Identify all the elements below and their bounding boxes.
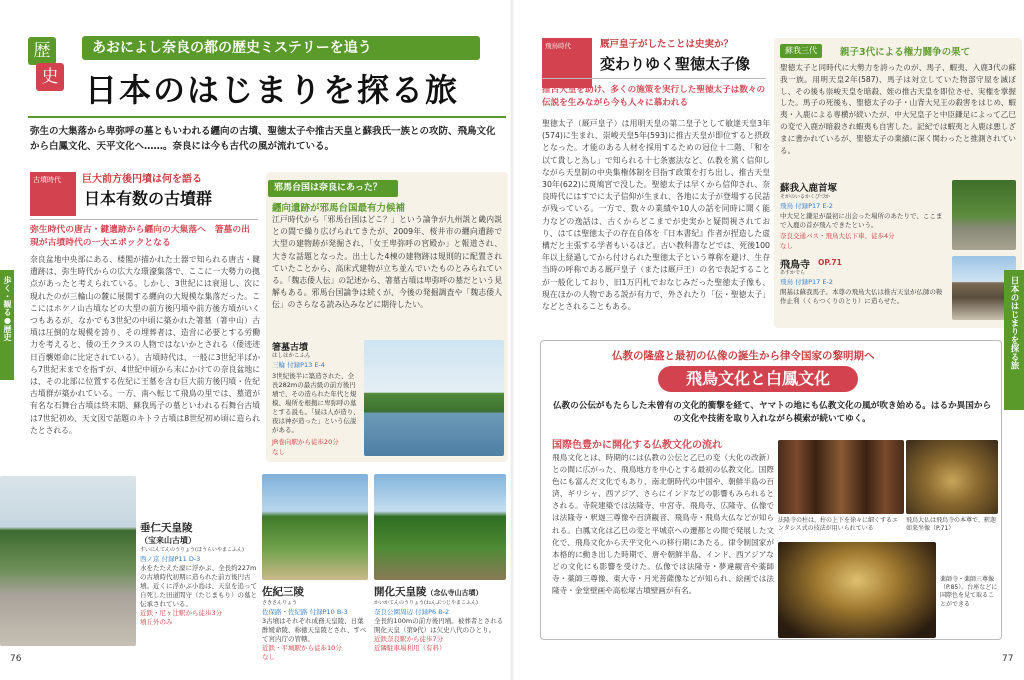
tomb-name: 垂仁天皇陵 — [140, 522, 193, 534]
tomb-desc: 全長約100mの前方後円墳。被葬者とされる開化天皇（第9代）は欠史八代のひとり。 — [374, 617, 504, 634]
right-lead: 推古天皇を助け、多くの施策を実行した聖徳太子は数々の伝説を生みながら今も人々に慕われる — [542, 85, 766, 108]
yakushiji-photo — [778, 542, 936, 638]
asuka-daibutsu-photo — [906, 440, 998, 514]
kubizuka-access: 奈良交通バス・飛鳥大仏下車、徒歩4分 — [780, 232, 895, 240]
tomb-alt: （宝来山古墳） — [140, 536, 196, 545]
kubizuka-photo — [952, 180, 1016, 250]
soga-body: 聖徳太子と同時代に大勢力を誇ったのが、馬子、蝦夷、入鹿3代の蘇我一族。用明天皇2年(587)、馬子は対立していた物部守屋を滅ぼし、その後も崇峻天皇を暗殺、姪の推古天皇を即位させ、実権を掌握した。馬子の死後も、聖徳太子の子・山背大兄王の殺害をはじめ、蝦夷・入鹿による専横が続いたが、中大兄皇子と中臣鎌足によって乙巳の変で入鹿が暗殺され蝦夷も自害した。記紀では蝦夷と入鹿は悪しざまに書かれているが、聖徳太子の業績に深く関わったと推測されている。 — [780, 63, 1016, 155]
column-sub: 纒向遺跡が邪馬台国最有力候補 — [272, 203, 406, 214]
right-side-tab[interactable] — [1004, 270, 1024, 410]
tomb-reading: かいかてんのうりょう(ねんぶつじやまこふん) — [374, 600, 478, 606]
caption-yakushiji: 薬師寺・薬師三尊像（P.85）。台座などに国際色を見て取ることができる — [940, 576, 998, 608]
kubizuka-name: 蘇我入鹿首塚 — [780, 183, 838, 194]
page-title: 日本のはじまりを探る旅 — [85, 71, 460, 109]
caption-daibutsu: 飛鳥大仏は飛鳥寺の本尊で、釈迦如来坐像（P.71） — [906, 517, 996, 533]
hashihaka-fee: なし — [272, 448, 285, 456]
tomb-saki — [262, 584, 370, 662]
right-page — [512, 0, 1024, 680]
soga-tag: 蘇我三代 — [780, 44, 822, 58]
asukadera-desc: 開基は蘇我馬子。本尊の飛鳥大仏は推古天皇が仏師の鞍作止利（くらつくりのとり）に造らせた。 — [780, 288, 943, 305]
tomb-fee: 墳丘外のみ — [140, 618, 173, 626]
tomb-kaika — [374, 584, 506, 653]
tomb-reading: さきさんりょう — [262, 600, 298, 606]
section1-heading: 日本有数の古墳群 — [84, 189, 213, 208]
tomb-name — [374, 584, 506, 599]
tomb-desc: 3古墳はそれぞれ成務天皇陵、日葉酢媛命陵、称徳天皇陵とされ、すべて宮内庁の管轄。 — [262, 617, 367, 643]
history-badge — [28, 37, 64, 95]
tomb-loc: 佐保路・佐紀路 付録P10 B-3 — [262, 608, 348, 616]
badge-top: 歴 — [28, 37, 56, 65]
era-label: 古墳時代 — [30, 172, 76, 216]
hashihaka-desc: 3世紀後半に築造された、全長282mの最古級の前方後円墳で、その造られた年代と規模、場所を根拠に卑弥呼の墓とする説も。「昼は人が造り、夜は神が造った」という伝説がある。 — [272, 372, 360, 434]
section1-kicker: 巨大前方後円墳は何を語る — [82, 174, 202, 185]
soga-title: 親子3代による権力闘争の果て — [840, 47, 971, 58]
right-side-tab-label: 日本のはじまりを探る旅 — [1009, 276, 1019, 370]
culture-kicker: 仏教の隆盛と最初の仏像の誕生から律令国家の黎明期へ — [612, 350, 875, 362]
culture-body: 飛鳥文化とは、時期的には仏教の公伝と乙巳の変（大化の改新）との間に広がった、飛鳥地方を中心とする最初の仏教文化。国際色にも富んだ文化でもあり、南北朝時代の中国や、朝鮮半島の百済、ギリシャ、西アジア、さらにインドなどの影響もみられるとされる。寺院建築では法隆寺、中宮寺、飛鳥寺、広隆寺、仏像では法隆寺・釈迦三尊像や百済観音、飛鳥寺・飛鳥大仏などが知られる。白鳳文化は乙巳の変と平城京への遷都との間で発展した文化で、飛鳥文化から天平文化への移行期にあたる。律令制国家が本格的に動き出した時期で、唐や朝鮮半島、インド、西アジアなどの文化にも影響を受けた。仏像では法隆寺・夢違観音や薬師寺・薬師三尊像、東大寺・月光菩薩像などが知られ、絵画では法隆寺・金堂壁画や高松塚古墳壁画が有名。 — [552, 453, 774, 596]
tomb-access: 近鉄・尼ヶ辻駅から徒歩3分 — [140, 609, 223, 617]
hashihaka-loc-row — [272, 361, 362, 370]
tomb-desc: 水をたたえた濠に浮かぶ、全長約227mの古墳時代初期に造られた前方後円古墳。近くに浮かぶ小島は、天皇を追って自死した田道間守（たじまもり）の墓と伝承されている。 — [140, 564, 257, 608]
title-rule — [28, 116, 506, 118]
section1-rule — [30, 219, 258, 220]
culture-title: 飛鳥文化と白鳳文化 — [685, 369, 830, 388]
kubizuka-reading: そがのいるかくびづか — [780, 194, 831, 200]
header-subtitle: あおによし奈良の都の歴史ミステリーを追う — [92, 40, 372, 56]
kubizuka-loc: 飛鳥 付録P17 E-2 — [780, 202, 833, 210]
horyuji-photo — [778, 440, 904, 514]
culture-lead: 仏教の公伝がもたらした未曾有の文化的衝撃を経て、ヤマトの地にも仏教文化の風が吹き始める。はるか異国からの文化や技術を取り入れながら模索が続いてゆく。 — [552, 401, 992, 424]
tomb-fee: 近隣駐車場利用（有料） — [374, 644, 446, 652]
page-number-left: 76 — [10, 654, 22, 664]
left-side-tab-label: 歩く・観る●歴史 — [3, 276, 12, 341]
asukadera-name: 飛鳥寺 — [780, 260, 810, 271]
tomb-access: 近鉄奈良駅から徒歩7分 — [374, 635, 444, 643]
hashihaka-access: JR巻向駅から徒歩20分 — [272, 438, 339, 446]
tomb-alt: （念仏寺山古墳） — [426, 589, 483, 597]
section1-lead: 弥生時代の唐古・鍵遺跡から纒向の大集落へ 箸墓の出現が古墳時代の一大エポックとなる — [30, 225, 250, 248]
kaika-photo — [374, 474, 506, 580]
tomb-suinin — [140, 520, 258, 627]
culture-title-bar — [658, 366, 858, 392]
asukadera-loc: 飛鳥 付録P17 E-2 — [780, 278, 833, 286]
hashihaka-loc: 三輪 付録P13 E-4 — [272, 361, 325, 369]
kubizuka-fee: なし — [780, 242, 793, 250]
hashihaka-name: 箸墓古墳 — [272, 343, 309, 353]
gutter — [510, 0, 514, 680]
hashihaka-photo — [364, 340, 504, 456]
left-side-tab[interactable] — [0, 270, 14, 380]
badge-bottom: 史 — [36, 63, 64, 91]
right-body: 聖徳太子（厩戸皇子）は用明天皇の第二皇子として敏達天皇3年(574)に生まれ、崇峻天皇5年(593)に推古天皇が即位すると摂政となった。才能のある人材を採用するための冠位十二階、「和を以て貴しと為し」で知られる十七条憲法など、仏教を篤く信仰しながら天皇制の中央集権体制を目指す政策を打ち出し、推古天皇30年(622)に斑鳩宮で没した。聖徳太子は早くから信仰され、奈良時代にはすでに太子信仰が生まれ、各地に太子が登場する民話が残っている。一方で、数々の業績や10人の話を同時に聞く能力などの逸話は、古くからどこまでが史実かと疑問視されており、はては聖徳太子の存在自体を『日本書紀』作者が捏造した虚構だと主張する学者もいるほど。古い教科書などでは、死後100年以上経過してから付けられた聖徳太子という尊称を避け、生存当時の呼称である厩戸皇子（または厩戸王）の名で表記することが一般化しており、旧1万円札でおなじみだった聖徳太子像も、現在ほかの人物である説が有力で、外されたり「伝・聖徳太子」などとされることもある。 — [542, 119, 770, 312]
asukadera-op: OP.71 — [818, 258, 842, 267]
hashihaka-reading: はしはかこふん — [272, 353, 311, 359]
intro-text: 弥生の大集落から卑弥呼の墓ともいわれる纒向の古墳、聖徳太子や推古天皇と蘇我氏一族との攻防、飛鳥文化から白鳳文化、天平文化へ……。奈良には今も古代の風が流れている。 — [30, 126, 496, 152]
right-kicker: 厩戸皇子がしたことは史実か？ — [600, 39, 734, 50]
era-label-right: 飛鳥時代 — [542, 38, 592, 88]
tomb-access: 近鉄・平城駅から徒歩10分 — [262, 644, 342, 652]
column-title-bar — [268, 180, 398, 197]
right-rule — [542, 78, 766, 79]
tomb-reading: すいにんてんのうりょう(ほうらいやまこふん) — [140, 547, 244, 553]
suinin-photo — [0, 476, 136, 646]
right-heading: 変わりゆく聖徳太子像 — [600, 55, 751, 73]
saki-photo — [262, 474, 368, 580]
tomb-fee: なし — [262, 653, 275, 661]
caption-horyuji: 法隆寺の柱は、柱の上下を徐々に細くするエンタシス式の技法が用いられている — [778, 517, 899, 533]
tomb-name-text: 開化天皇陵 — [374, 586, 427, 598]
tomb-loc: 奈良公園周辺 付録P6 B-2 — [374, 608, 450, 616]
asukadera-reading: あすかでら — [780, 270, 806, 276]
kubizuka-desc: 中大兄と鎌足が最初に出会った場所のあたりで、ここまで入鹿の首が飛んできたという。 — [780, 212, 943, 229]
column-title: 邪馬台国は奈良にあった？ — [274, 183, 382, 193]
section1-body: 奈良盆地中央部にある、楼閣が描かれた土器で知られる唐古・鍵遺跡は、弥生時代からの広大な環濠集落で、ここに一大勢力の拠点があったと考えられている。しかし、3世紀には衰退し、次に現れたのが三輪山の麓に展開する纒向の大規模な集落だった。ここにはホケノ山古墳などの大型の前方後円墳や前方後方墳がいくつもあるが、なかでも3世紀の中頃に築かれた箸墓（箸中山）古墳は圧倒的な規模を誇り、その埋葬者は、造営に必要とする労働力を考えると、倭の王クラスの人物ではないかとされる（倭迹迹日百襲姫命に比定されている）。古墳時代は、一般に3世紀半ばから7世紀末までを指すが、4世紀中頃から末にかけての奈良盆地には、その北部に位置する佐紀に王墓を含む巨大前方後円墳・佐紀古墳群が築かれている。一方、南へ転じて飛鳥の里では、墓道が有名な石舞台古墳は終末期、蘇我馬子の墓といわれる石舞台古墳は7世紀初め、天文図で話題のキトラ古墳は8世紀初め頃に造られたとされる。 — [30, 255, 260, 435]
page-number-right: 77 — [1002, 654, 1014, 664]
tomb-loc: 西ノ京 付録P11 D-3 — [140, 555, 201, 563]
tomb-name: 佐紀三陵 — [262, 586, 304, 598]
column-body: 江戸時代から「邪馬台国はどこ？」という論争が九州説と畿内説との間で繰り広げられてきたが、2009年、桜井市の纒向遺跡で大型の建物跡が発掘され、「女王卑弥呼の宮殿か」と報道され、大きな話題となった。出土した4棟の建物跡は規則的に配置されていたことから、高床式建物が立ち並んでいたものとみられている。「魏志倭人伝」の記述から、箸墓古墳は卑弥呼の墓だという見解もある。邪馬台国論争は続くが、今後の発掘調査や「魏志倭人伝」のさらなる読み込みなどに期待したい。 — [272, 215, 503, 310]
header-subtitle-bar — [82, 36, 480, 60]
culture-heading: 国際色豊かに開化する仏教文化の流れ — [552, 440, 722, 451]
